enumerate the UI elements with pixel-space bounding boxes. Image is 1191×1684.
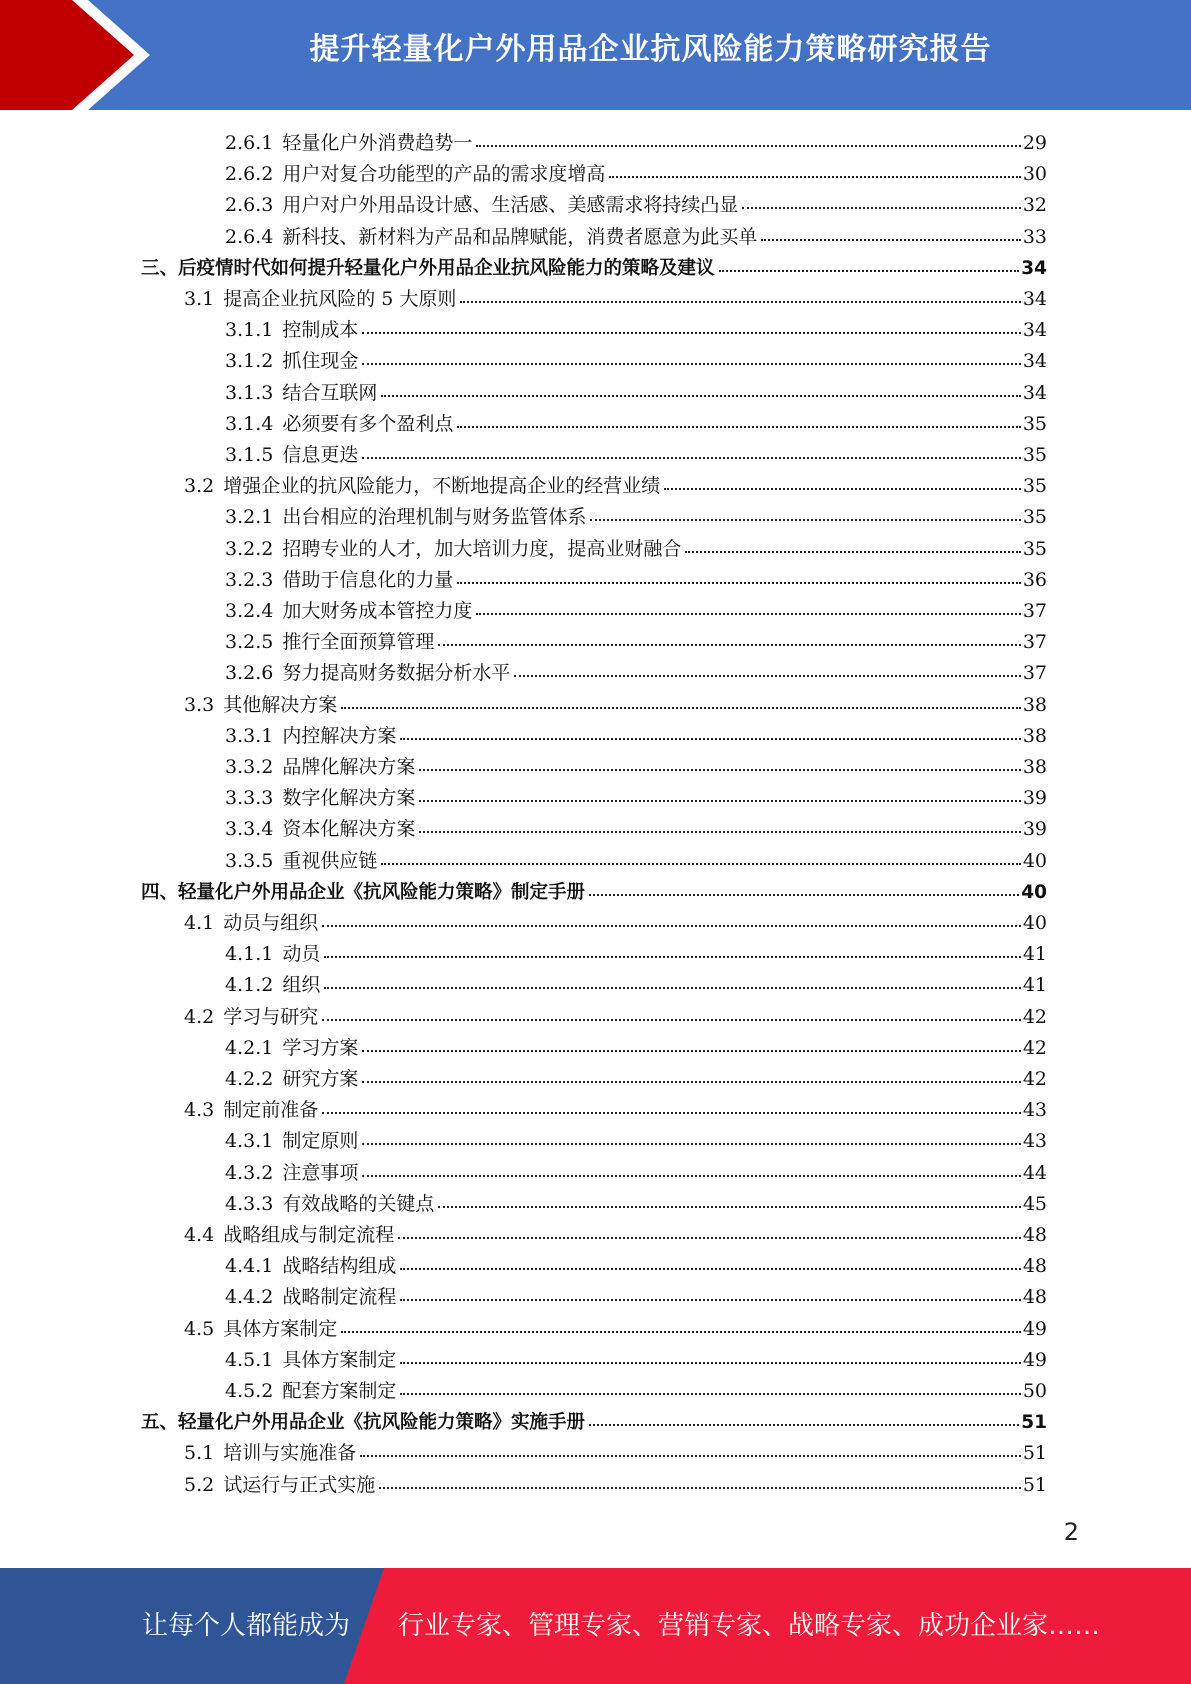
toc-entry-label bbox=[225, 1189, 434, 1220]
footer-slogan-left: 让每个人都能成为 bbox=[142, 1611, 351, 1641]
toc-dot-leader bbox=[438, 643, 1020, 646]
toc-entry-number: 3.2.3 bbox=[225, 568, 274, 591]
toc-entry-title: 推行全面预算管理 bbox=[282, 631, 435, 654]
toc-entry-number: 4.5.1 bbox=[225, 1348, 274, 1371]
toc-entry-label bbox=[225, 783, 415, 814]
toc-dot-leader bbox=[457, 425, 1020, 428]
toc-dot-leader bbox=[589, 1423, 1019, 1426]
toc-entry-page: 42 bbox=[1022, 1005, 1047, 1028]
toc-entry[interactable] bbox=[225, 783, 1047, 814]
toc-entry-label bbox=[225, 939, 320, 970]
toc-entry-label bbox=[141, 1407, 585, 1438]
toc-entry-label bbox=[225, 970, 320, 1001]
toc-entry-number: 3.3.5 bbox=[225, 849, 274, 872]
toc-dot-leader bbox=[460, 300, 1020, 303]
toc-entry-title: 抓住现金 bbox=[282, 350, 359, 373]
toc-dot-leader bbox=[398, 1236, 1021, 1239]
toc-entry-title: 轻量化户外消费趋势一 bbox=[282, 132, 473, 154]
toc-entry-number: 4.3.1 bbox=[225, 1130, 274, 1153]
toc-entry-title: 借助于信息化的力量 bbox=[282, 568, 454, 591]
toc-entry-title: 努力提高财务数据分析水平 bbox=[282, 662, 511, 685]
toc-entry-title: 学习与研究 bbox=[223, 1005, 319, 1028]
toc-entry-number: 3.2 bbox=[184, 475, 215, 498]
toc-entry-title: 品牌化解决方案 bbox=[282, 756, 416, 778]
toc-entry-label bbox=[184, 1438, 356, 1469]
toc-entry-label bbox=[225, 315, 358, 346]
toc-entry-number: 3.2.2 bbox=[225, 537, 274, 560]
toc-dot-leader bbox=[400, 1298, 1020, 1301]
toc-entry-number: 2.6.2 bbox=[225, 163, 274, 186]
toc-entry-label bbox=[225, 1158, 358, 1189]
toc-entry-title: 必须要有多个盈利点 bbox=[282, 412, 454, 435]
toc-entry-number: 3.2.4 bbox=[225, 600, 274, 622]
toc-entry[interactable] bbox=[225, 846, 1047, 877]
page-header bbox=[0, 0, 1191, 110]
toc-dot-leader bbox=[381, 862, 1020, 865]
toc-entry-label bbox=[225, 721, 396, 752]
toc-entry[interactable] bbox=[225, 315, 1047, 346]
toc-entry-page: 34 bbox=[1022, 381, 1047, 404]
toc-entry-label bbox=[184, 471, 660, 502]
toc-dot-leader bbox=[419, 799, 1020, 802]
toc-dot-leader bbox=[400, 1267, 1020, 1270]
toc-entry-page: 38 bbox=[1022, 756, 1047, 778]
toc-entry-title: 内控解决方案 bbox=[282, 724, 397, 747]
toc-entry-label bbox=[225, 128, 472, 159]
toc-entry[interactable] bbox=[225, 190, 1047, 221]
toc-entry-page: 30 bbox=[1022, 163, 1047, 186]
toc-dot-leader bbox=[476, 612, 1020, 615]
toc-entry-number: 3.2.6 bbox=[225, 662, 274, 685]
toc-entry-title: 组织 bbox=[282, 974, 321, 997]
toc-entry-number: 3.3.3 bbox=[225, 787, 274, 810]
toc-entry-label bbox=[225, 222, 757, 253]
toc-entry-page: 42 bbox=[1022, 1068, 1047, 1090]
toc-entry-title: 动员 bbox=[282, 943, 321, 966]
toc-entry-page: 49 bbox=[1022, 1317, 1047, 1340]
toc-entry-page: 40 bbox=[1022, 849, 1047, 872]
toc-entry-title: 用户对复合功能型的产品的需求度增高 bbox=[282, 163, 606, 186]
toc-entry[interactable] bbox=[225, 378, 1047, 409]
toc-entry-label bbox=[184, 1220, 394, 1251]
toc-entry-title: 战略制定流程 bbox=[282, 1286, 397, 1309]
toc-entry[interactable] bbox=[225, 409, 1047, 440]
toc-dot-leader bbox=[322, 1111, 1021, 1114]
page-footer bbox=[0, 1568, 1191, 1684]
toc-entry-label bbox=[225, 1282, 396, 1313]
toc-entry-title: 招聘专业的人才，加大培训力度，提高业财融合 bbox=[282, 537, 682, 560]
toc-entry[interactable] bbox=[225, 222, 1047, 253]
toc-dot-leader bbox=[438, 1205, 1020, 1208]
header-arrow-icon bbox=[0, 0, 160, 110]
toc-entry-number: 3.1 bbox=[184, 288, 215, 310]
toc-entry-title: 制定前准备 bbox=[223, 1099, 319, 1122]
toc-entry[interactable] bbox=[184, 1438, 1047, 1469]
toc-entry[interactable] bbox=[225, 534, 1047, 565]
toc-dot-leader bbox=[719, 269, 1020, 272]
toc-entry[interactable] bbox=[225, 1345, 1047, 1376]
toc-entry[interactable] bbox=[225, 939, 1047, 970]
toc-entry-number: 4.1 bbox=[184, 912, 215, 934]
toc-entry-label bbox=[225, 440, 358, 471]
toc-entry-title: 三、后疫情时代如何提升轻量化户外用品企业抗风险能力的策略及建议 bbox=[141, 257, 715, 279]
toc-entry-page: 39 bbox=[1022, 818, 1047, 841]
toc-entry-label bbox=[225, 814, 415, 845]
toc-dot-leader bbox=[362, 331, 1020, 334]
toc-dot-leader bbox=[360, 1454, 1021, 1457]
toc-entry-label bbox=[225, 346, 358, 377]
toc-entry-page: 34 bbox=[1022, 288, 1047, 310]
toc-entry-page: 43 bbox=[1022, 1099, 1047, 1122]
toc-entry-label bbox=[225, 846, 377, 877]
toc-entry-label bbox=[225, 502, 586, 533]
toc-entry-number: 3.1.4 bbox=[225, 412, 274, 435]
toc-entry-page: 51 bbox=[1022, 1473, 1047, 1496]
toc-entry-page: 41 bbox=[1022, 974, 1047, 997]
toc-dot-leader bbox=[362, 1049, 1020, 1052]
toc-entry-number: 2.6.3 bbox=[225, 194, 274, 217]
toc-entry-title: 具体方案制定 bbox=[282, 1348, 397, 1371]
toc-entry-label bbox=[184, 1095, 318, 1126]
toc-entry-page: 37 bbox=[1022, 631, 1047, 654]
toc-dot-leader bbox=[362, 362, 1020, 365]
toc-entry-title: 控制成本 bbox=[282, 319, 359, 342]
toc-entry-label bbox=[225, 565, 453, 596]
toc-entry-number: 5.1 bbox=[184, 1442, 215, 1465]
toc-entry[interactable] bbox=[225, 1064, 1047, 1095]
toc-entry-label bbox=[225, 1064, 358, 1095]
toc-dot-leader bbox=[379, 1486, 1021, 1489]
toc-entry[interactable] bbox=[225, 596, 1047, 627]
toc-entry-page: 48 bbox=[1022, 1255, 1047, 1278]
toc-entry-title: 注意事项 bbox=[282, 1161, 359, 1184]
toc-entry[interactable] bbox=[225, 658, 1047, 689]
toc-entry-title: 信息更迭 bbox=[282, 444, 359, 466]
toc-entry-label bbox=[184, 690, 337, 721]
toc-entry[interactable] bbox=[141, 1407, 1047, 1438]
toc-entry-page: 43 bbox=[1022, 1130, 1047, 1153]
toc-entry-title: 制定原则 bbox=[282, 1130, 359, 1153]
toc-entry-number: 4.1.1 bbox=[225, 943, 274, 966]
toc-entry-page: 51 bbox=[1022, 1442, 1047, 1465]
toc-entry-label bbox=[225, 1033, 358, 1064]
toc-dot-leader bbox=[476, 144, 1020, 147]
toc-entry[interactable] bbox=[225, 752, 1047, 783]
toc-entry-label bbox=[184, 1470, 375, 1501]
toc-entry-label bbox=[225, 1345, 396, 1376]
toc-entry-title: 资本化解决方案 bbox=[282, 818, 416, 841]
toc-entry-title: 五、轻量化户外用品企业《抗风险能力策略》实施手册 bbox=[141, 1412, 586, 1434]
toc-entry-number: 4.2.2 bbox=[225, 1068, 274, 1090]
toc-dot-leader bbox=[341, 706, 1021, 709]
toc-entry-number: 3.2.5 bbox=[225, 631, 274, 654]
toc-dot-leader bbox=[419, 768, 1020, 771]
toc-entry[interactable] bbox=[225, 159, 1047, 190]
toc-entry-page: 41 bbox=[1022, 943, 1047, 966]
toc-entry-title: 增强企业的抗风险能力，不断地提高企业的经营业绩 bbox=[223, 475, 661, 498]
toc-entry-title: 学习方案 bbox=[282, 1036, 359, 1059]
toc-dot-leader bbox=[457, 581, 1020, 584]
toc-entry-title: 战略结构组成 bbox=[282, 1255, 397, 1278]
toc-entry[interactable] bbox=[225, 814, 1047, 845]
toc-entry[interactable] bbox=[184, 1220, 1047, 1251]
toc-entry[interactable] bbox=[225, 627, 1047, 658]
toc-entry-label bbox=[225, 1376, 396, 1407]
toc-entry-page: 51 bbox=[1021, 1412, 1047, 1434]
toc-entry-title: 具体方案制定 bbox=[223, 1317, 338, 1340]
toc-entry[interactable] bbox=[184, 690, 1047, 721]
toc-entry-title: 四、轻量化户外用品企业《抗风险能力策略》制定手册 bbox=[141, 881, 586, 903]
toc-entry-page: 37 bbox=[1022, 600, 1047, 622]
toc-entry-label bbox=[184, 284, 456, 315]
toc-dot-leader bbox=[324, 986, 1020, 989]
toc-entry[interactable] bbox=[225, 440, 1047, 471]
toc-entry-label bbox=[225, 658, 510, 689]
toc-entry-page: 44 bbox=[1022, 1161, 1047, 1184]
toc-entry-title: 加大财务成本管控力度 bbox=[282, 600, 473, 622]
toc-entry-page: 32 bbox=[1022, 194, 1047, 217]
report-title: 提升轻量化户外用品企业抗风险能力策略研究报告 bbox=[309, 32, 992, 67]
toc-entry[interactable] bbox=[184, 1314, 1047, 1345]
toc-entry-number: 3.3.1 bbox=[225, 724, 274, 747]
toc-entry-title: 动员与组织 bbox=[223, 912, 319, 934]
toc-entry-label bbox=[184, 908, 318, 939]
toc-dot-leader bbox=[400, 737, 1020, 740]
toc-dot-leader bbox=[322, 924, 1021, 927]
toc-entry-title: 有效战略的关键点 bbox=[282, 1192, 435, 1215]
toc-entry-page: 40 bbox=[1021, 881, 1047, 903]
toc-dot-leader bbox=[400, 1392, 1020, 1395]
toc-entry-number: 3.3 bbox=[184, 693, 215, 716]
toc-entry-title: 结合互联网 bbox=[282, 381, 378, 404]
toc-entry-number: 4.5 bbox=[184, 1317, 215, 1340]
toc-entry-number: 3.3.2 bbox=[225, 756, 274, 778]
toc-dot-leader bbox=[400, 1361, 1020, 1364]
toc-entry-label bbox=[225, 409, 453, 440]
toc-dot-leader bbox=[362, 1174, 1020, 1177]
toc-entry[interactable] bbox=[184, 471, 1047, 502]
toc-dot-leader bbox=[362, 1142, 1020, 1145]
toc-entry-number: 3.1.2 bbox=[225, 350, 274, 373]
toc-entry-number: 3.1.5 bbox=[225, 444, 274, 466]
toc-dot-leader bbox=[609, 175, 1020, 178]
toc-dot-leader bbox=[362, 456, 1020, 459]
toc-entry-title: 研究方案 bbox=[282, 1068, 359, 1090]
toc-entry[interactable] bbox=[184, 1470, 1047, 1501]
toc-entry-page: 40 bbox=[1022, 912, 1047, 934]
toc-entry-page: 39 bbox=[1022, 787, 1047, 810]
toc-entry-title: 新科技、新材料为产品和品牌赋能，消费者愿意为此买单 bbox=[282, 225, 758, 248]
toc-entry[interactable] bbox=[225, 1126, 1047, 1157]
toc-entry-title: 其他解决方案 bbox=[223, 693, 338, 716]
toc-entry-title: 试运行与正式实施 bbox=[223, 1473, 376, 1496]
toc-entry[interactable] bbox=[225, 565, 1047, 596]
toc-entry-page: 35 bbox=[1022, 475, 1047, 498]
toc-dot-leader bbox=[590, 518, 1020, 521]
toc-entry-number: 4.3.2 bbox=[225, 1161, 274, 1184]
toc-entry-label bbox=[225, 159, 605, 190]
toc-entry-title: 用户对户外用品设计感、生活感、美感需求将持续凸显 bbox=[282, 194, 739, 217]
toc-entry[interactable] bbox=[225, 721, 1047, 752]
toc-entry[interactable] bbox=[184, 1095, 1047, 1126]
toc-entry-title: 提高企业抗风险的 5 大原则 bbox=[223, 288, 457, 310]
toc-entry-number: 3.3.4 bbox=[225, 818, 274, 841]
toc-entry-page: 35 bbox=[1022, 506, 1047, 529]
toc-entry-label bbox=[225, 627, 434, 658]
toc-entry[interactable] bbox=[225, 1189, 1047, 1220]
toc-entry-number: 4.2 bbox=[184, 1005, 215, 1028]
toc-entry-number: 4.3.3 bbox=[225, 1192, 274, 1215]
toc-entry-title: 培训与实施准备 bbox=[223, 1442, 357, 1465]
toc-entry-number: 3.1.1 bbox=[225, 319, 274, 342]
toc-entry-page: 38 bbox=[1022, 724, 1047, 747]
toc-dot-leader bbox=[589, 893, 1019, 896]
toc-entry-number: 3.1.3 bbox=[225, 381, 274, 404]
toc-dot-leader bbox=[341, 1330, 1021, 1333]
toc-entry-title: 配套方案制定 bbox=[282, 1380, 397, 1402]
toc-entry-title: 数字化解决方案 bbox=[282, 787, 416, 810]
toc-entry[interactable] bbox=[184, 908, 1047, 939]
toc-entry-number: 4.5.2 bbox=[225, 1380, 274, 1402]
toc-entry[interactable] bbox=[184, 1002, 1047, 1033]
toc-entry-page: 34 bbox=[1022, 319, 1047, 342]
toc-dot-leader bbox=[664, 487, 1021, 490]
toc-entry-number: 4.4.2 bbox=[225, 1286, 274, 1309]
toc-entry-title: 战略组成与制定流程 bbox=[223, 1224, 395, 1246]
toc-entry-page: 50 bbox=[1022, 1380, 1047, 1402]
toc-dot-leader bbox=[324, 955, 1020, 958]
toc-entry-page: 48 bbox=[1022, 1286, 1047, 1309]
toc-entry-number: 3.2.1 bbox=[225, 506, 274, 529]
toc-entry-page: 38 bbox=[1022, 693, 1047, 716]
toc-entry-page: 35 bbox=[1022, 537, 1047, 560]
toc-entry[interactable] bbox=[225, 1158, 1047, 1189]
toc-entry[interactable] bbox=[225, 128, 1047, 159]
toc-entry-label bbox=[184, 1314, 337, 1345]
toc-entry-page: 49 bbox=[1022, 1348, 1047, 1371]
toc-entry-title: 重视供应链 bbox=[282, 849, 378, 872]
toc-entry-page: 37 bbox=[1022, 662, 1047, 685]
toc-dot-leader bbox=[381, 394, 1020, 397]
toc-entry[interactable] bbox=[225, 1376, 1047, 1407]
toc-entry-number: 4.4 bbox=[184, 1224, 215, 1246]
toc-entry-number: 4.3 bbox=[184, 1099, 215, 1122]
toc-entry[interactable] bbox=[225, 970, 1047, 1001]
toc-entry-number: 4.2.1 bbox=[225, 1036, 274, 1059]
toc-entry-label bbox=[225, 534, 681, 565]
toc-entry-label bbox=[141, 877, 585, 908]
toc-entry-number: 5.2 bbox=[184, 1473, 215, 1496]
toc-entry-page: 42 bbox=[1022, 1036, 1047, 1059]
toc-entry-number: 4.1.2 bbox=[225, 974, 274, 997]
toc-dot-leader bbox=[419, 830, 1020, 833]
toc-entry-page: 45 bbox=[1022, 1192, 1047, 1215]
toc-dot-leader bbox=[514, 674, 1020, 677]
toc-entry[interactable] bbox=[225, 346, 1047, 377]
toc-entry-page: 36 bbox=[1022, 568, 1047, 591]
toc-dot-leader bbox=[685, 550, 1020, 553]
toc-entry-page: 33 bbox=[1022, 225, 1047, 248]
toc-entry-label bbox=[225, 752, 415, 783]
footer-slogan-right: 行业专家、管理专家、营销专家、战略专家、成功企业家…… bbox=[398, 1611, 1101, 1641]
toc-entry-label bbox=[184, 1002, 318, 1033]
toc-entry-label bbox=[225, 378, 377, 409]
page-number: 2 bbox=[1063, 1518, 1079, 1546]
toc-entry-label bbox=[225, 1251, 396, 1282]
toc-entry[interactable] bbox=[225, 1033, 1047, 1064]
toc-dot-leader bbox=[322, 1018, 1021, 1021]
toc-dot-leader bbox=[742, 206, 1020, 209]
toc-entry[interactable] bbox=[225, 502, 1047, 533]
toc-entry-page: 29 bbox=[1022, 132, 1047, 154]
toc-entry-page: 35 bbox=[1022, 444, 1047, 466]
toc-entry-label bbox=[141, 253, 715, 284]
toc-dot-leader bbox=[761, 238, 1020, 241]
toc-entry[interactable] bbox=[141, 877, 1047, 908]
toc-entry-title: 出台相应的治理机制与财务监管体系 bbox=[282, 506, 587, 529]
toc-entry-label bbox=[225, 190, 738, 221]
toc-entry[interactable] bbox=[141, 253, 1047, 284]
toc-entry-number: 2.6.4 bbox=[225, 225, 274, 248]
toc-entry[interactable] bbox=[184, 284, 1047, 315]
toc-entry[interactable] bbox=[225, 1251, 1047, 1282]
toc-entry-number: 4.4.1 bbox=[225, 1255, 274, 1278]
toc-dot-leader bbox=[362, 1080, 1020, 1083]
toc-entry-page: 34 bbox=[1021, 257, 1047, 279]
toc-entry-label bbox=[225, 1126, 358, 1157]
toc-entry-label bbox=[225, 596, 472, 627]
toc-entry-page: 48 bbox=[1022, 1224, 1047, 1246]
toc-entry-page: 35 bbox=[1022, 412, 1047, 435]
toc-entry[interactable] bbox=[225, 1282, 1047, 1313]
toc-entry-page: 34 bbox=[1022, 350, 1047, 373]
toc-entry-number: 2.6.1 bbox=[225, 132, 274, 154]
